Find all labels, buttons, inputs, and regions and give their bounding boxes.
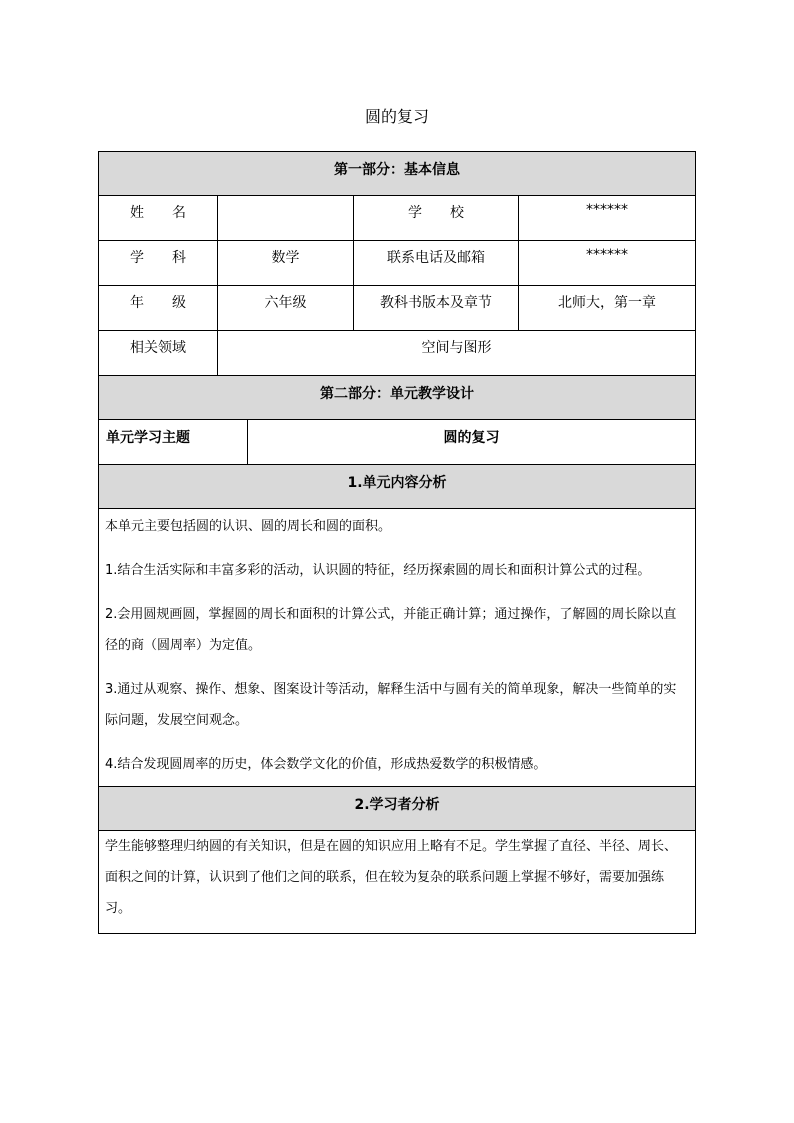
content-paragraph: 2.会用圆规画圆，掌握圆的周长和面积的计算公式，并能正确计算；通过操作，了解圆的周长除以直径的商（圆周率）为定值。 [105, 607, 677, 653]
content-analysis-body [99, 509, 696, 787]
content-paragraph: 本单元主要包括圆的认识、圆的周长和圆的面积。 [105, 519, 392, 534]
contact-label: 联系电话及邮箱 [354, 241, 519, 286]
document-title: 圆的复习 [364, 107, 429, 126]
name-value [218, 196, 354, 241]
textbook-value: 北师大，第一章 [519, 286, 696, 331]
textbook-label: 教科书版本及章节 [354, 286, 519, 331]
learner-analysis-heading: 2.学习者分析 [99, 787, 696, 831]
school-value: ****** [519, 196, 696, 241]
grade-label: 年 级 [99, 286, 218, 331]
grade-value: 六年级 [218, 286, 354, 331]
unit-design-table [98, 419, 696, 934]
name-label: 姓 名 [99, 196, 218, 241]
content-paragraph: 1.结合生活实际和丰富多彩的活动，认识圆的特征，经历探索圆的周长和面积计算公式的过程。 [105, 563, 651, 578]
theme-value: 圆的复习 [248, 420, 696, 465]
domain-label: 相关领域 [99, 331, 218, 376]
part1-heading: 第一部分：基本信息 [99, 152, 696, 196]
subject-label: 学 科 [99, 241, 218, 286]
content-analysis-heading: 1.单元内容分析 [99, 465, 696, 509]
contact-value: ****** [519, 241, 696, 286]
learner-analysis-body: 学生能够整理归纳圆的有关知识，但是在圆的知识应用上略有不足。学生掌握了直径、半径、周长、面积之间的计算，认识到了他们之间的联系，但在较为复杂的联系问题上掌握不够好，需要加强练习。 [99, 831, 696, 934]
content-paragraph: 3.通过从观察、操作、想象、图案设计等活动，解释生活中与圆有关的简单现象，解决一些简单的实际问题，发展空间观念。 [105, 682, 677, 728]
school-label: 学 校 [354, 196, 519, 241]
domain-value: 空间与图形 [218, 331, 696, 376]
basic-info-table [98, 151, 696, 420]
subject-value: 数学 [218, 241, 354, 286]
lesson-plan-sheet [98, 151, 695, 934]
part2-heading: 第二部分：单元教学设计 [99, 376, 696, 420]
theme-label: 单元学习主题 [99, 420, 248, 465]
content-paragraph: 4.结合发现圆周率的历史，体会数学文化的价值，形成热爱数学的积极情感。 [105, 757, 547, 772]
